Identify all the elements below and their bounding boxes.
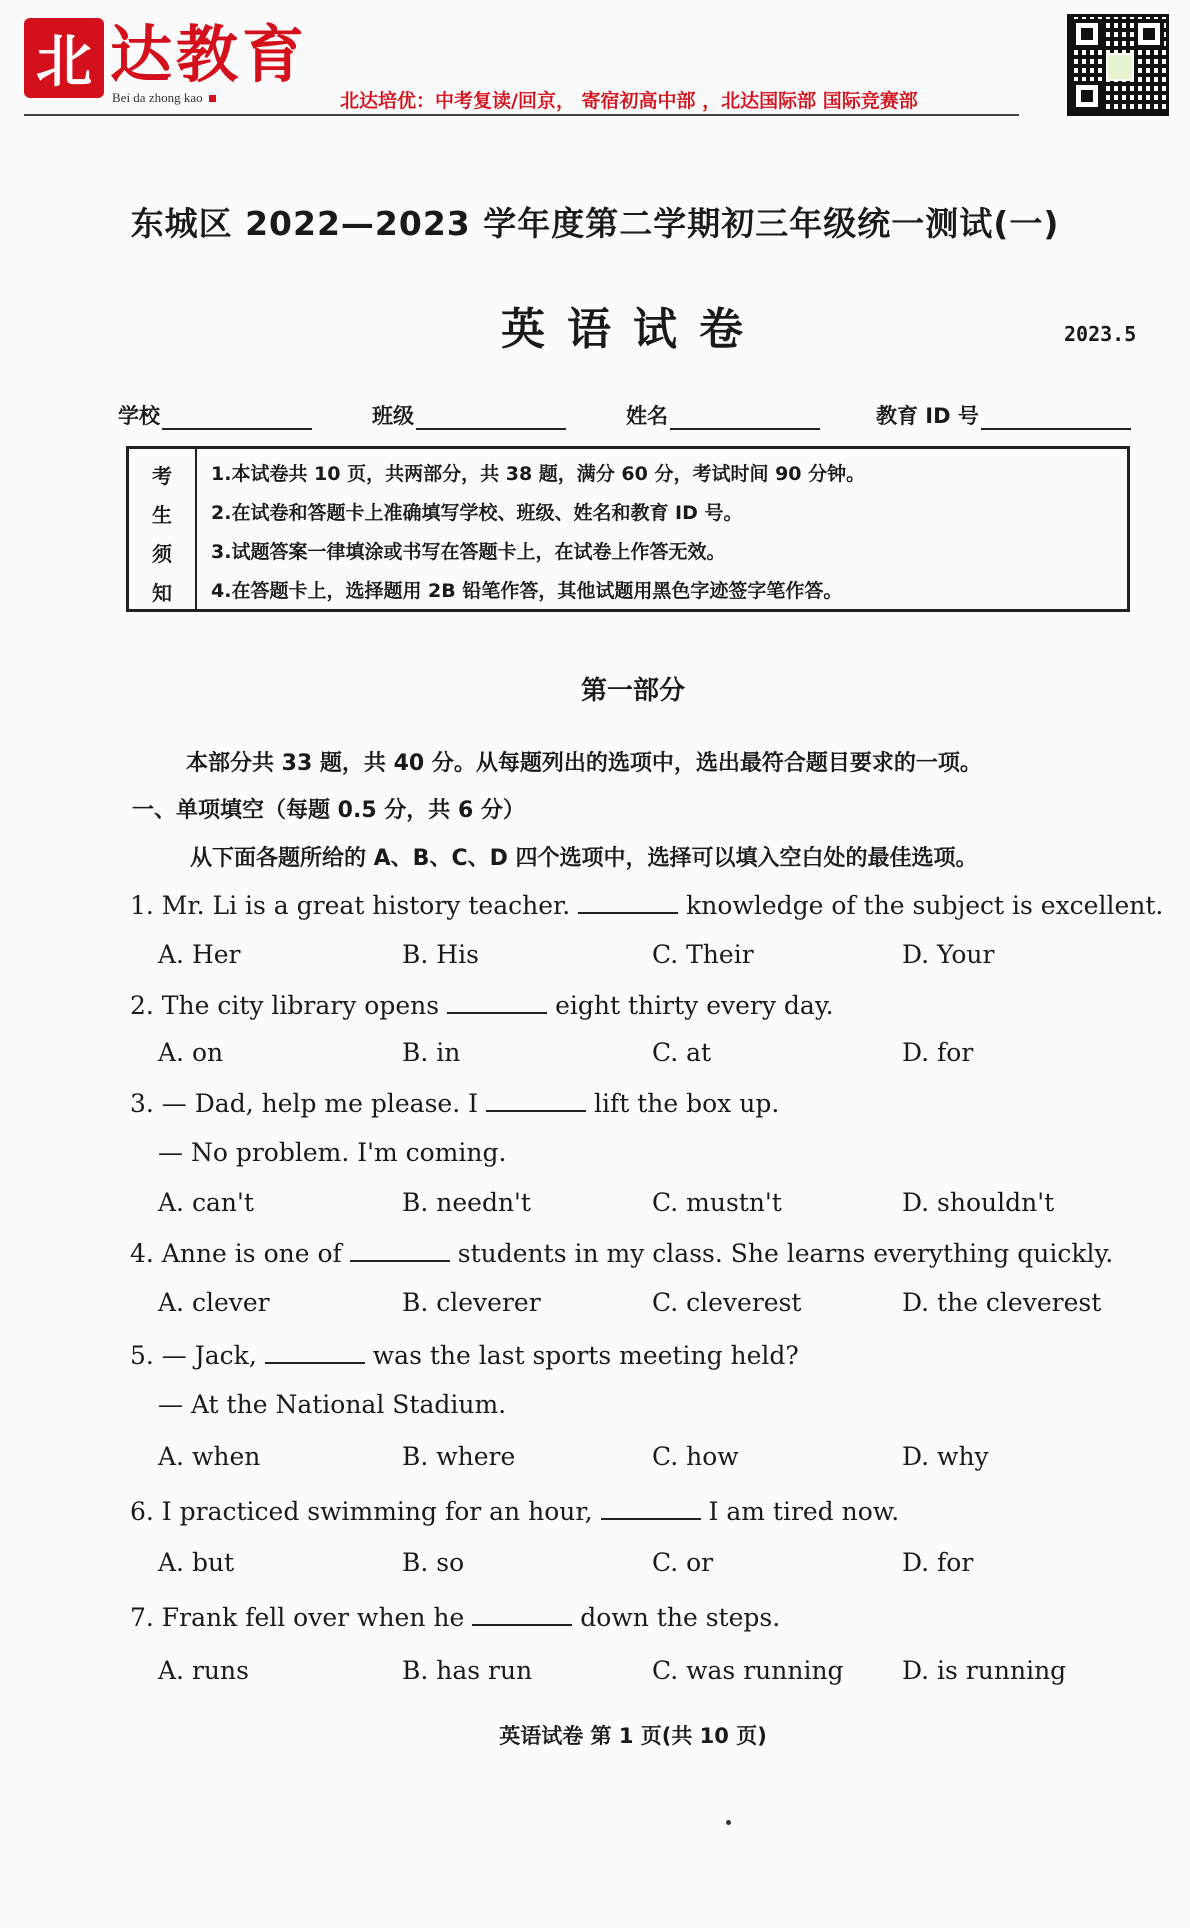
class-label: 班级: [372, 404, 414, 428]
option-a[interactable]: A. can't: [158, 1188, 254, 1217]
question-7: [130, 1602, 780, 1632]
school-label: 学校: [118, 404, 160, 428]
section-title: 一、单项填空（每题 0.5 分，共 6 分）: [132, 798, 525, 823]
question-text: 6. I practiced swimming for an hour,: [130, 1497, 593, 1526]
question-4-options: [158, 1288, 1108, 1322]
logo-square-icon: [209, 95, 216, 102]
option-d[interactable]: D. Your: [902, 940, 995, 969]
option-a[interactable]: A. when: [158, 1442, 261, 1471]
question-5-options: [158, 1442, 1108, 1476]
logo-subtitle-text: Bei da zhong kao: [112, 90, 203, 105]
logo-char: 北: [36, 30, 92, 95]
option-d[interactable]: D. is running: [902, 1656, 1067, 1685]
qr-finder-icon: [1072, 81, 1102, 111]
answer-blank[interactable]: [486, 1088, 586, 1112]
school-line[interactable]: [162, 402, 312, 430]
question-6: [130, 1496, 899, 1526]
option-a[interactable]: A. clever: [158, 1288, 270, 1317]
option-a[interactable]: A. Her: [158, 940, 241, 969]
option-c[interactable]: C. or: [652, 1548, 714, 1577]
logo-subtitle: [112, 90, 216, 106]
answer-blank[interactable]: [578, 890, 678, 914]
option-d[interactable]: D. for: [902, 1038, 974, 1067]
option-c[interactable]: C. at: [652, 1038, 712, 1067]
question-text: lift the box up.: [593, 1089, 780, 1118]
header-banner: 北达培优：中考复读/回京， 寄宿初高中部 ，北达国际部 国际竞赛部: [340, 90, 918, 112]
option-c[interactable]: C. cleverest: [652, 1288, 802, 1317]
question-text: I am tired now.: [708, 1497, 900, 1526]
qr-code-icon: [1067, 14, 1169, 116]
logo-icon: [24, 18, 104, 98]
answer-blank[interactable]: [447, 990, 547, 1014]
page-footer: 英语试卷 第 1 页(共 10 页): [499, 1724, 767, 1748]
notice-label: [129, 449, 197, 609]
notice-label-char: 生: [152, 503, 172, 527]
question-1: [130, 890, 1163, 920]
option-c[interactable]: C. how: [652, 1442, 739, 1471]
option-b[interactable]: B. where: [402, 1442, 516, 1471]
qr-finder-icon: [1072, 19, 1102, 49]
option-b[interactable]: B. needn't: [402, 1188, 531, 1217]
answer-blank[interactable]: [601, 1496, 701, 1520]
class-field[interactable]: [372, 400, 566, 430]
option-a[interactable]: A. on: [158, 1038, 224, 1067]
option-c[interactable]: C. mustn't: [652, 1188, 782, 1217]
question-text: was the last sports meeting held?: [372, 1341, 799, 1370]
notice-item: 2.在试卷和答题卡上准确填写学校、班级、姓名和教育 ID 号。: [211, 502, 743, 524]
logo-text: 达教育: [110, 18, 309, 91]
school-field[interactable]: [118, 400, 312, 430]
exam-date: 2023.5: [1064, 322, 1137, 346]
answer-blank[interactable]: [350, 1238, 450, 1262]
notice-item: 3.试题答案一律填涂或书写在答题卡上，在试卷上作答无效。: [211, 541, 726, 563]
option-b[interactable]: B. cleverer: [402, 1288, 541, 1317]
answer-blank[interactable]: [472, 1602, 572, 1626]
question-3-reply: — No problem. I'm coming.: [158, 1138, 507, 1167]
edu-id-line[interactable]: [981, 402, 1131, 430]
exam-title: 东城区 2022—2023 学年度第二学期初三年级统一测试(一): [130, 204, 1060, 243]
question-3-options: [158, 1188, 1108, 1222]
question-text: 5. — Jack,: [130, 1341, 257, 1370]
question-3: [130, 1088, 779, 1118]
question-text: students in my class. She learns everything quickly.: [457, 1239, 1114, 1268]
question-text: 7. Frank fell over when he: [130, 1603, 465, 1632]
question-2-options: [158, 1038, 1108, 1072]
option-b[interactable]: B. in: [402, 1038, 461, 1067]
option-a[interactable]: A. but: [158, 1548, 235, 1577]
option-d[interactable]: D. for: [902, 1548, 974, 1577]
scan-dot: [726, 1820, 731, 1825]
header-divider: [24, 114, 1019, 116]
notice-list: [211, 455, 1111, 611]
question-text: down the steps.: [580, 1603, 781, 1632]
question-text: 3. — Dad, help me please. I: [130, 1089, 478, 1118]
question-5-reply: — At the National Stadium.: [158, 1390, 507, 1419]
option-b[interactable]: B. so: [402, 1548, 465, 1577]
question-5: [130, 1340, 799, 1370]
option-c[interactable]: C. Their: [652, 940, 754, 969]
option-c[interactable]: C. was running: [652, 1656, 844, 1685]
subject-title: 英语试卷: [501, 304, 765, 355]
option-d[interactable]: D. the cleverest: [902, 1288, 1102, 1317]
part-description: 本部分共 33 题，共 40 分。从每题列出的选项中，选出最符合题目要求的一项。: [186, 751, 982, 776]
option-b[interactable]: B. His: [402, 940, 479, 969]
qr-center-logo-icon: [1106, 53, 1134, 81]
info-fields: [118, 400, 1136, 434]
name-line[interactable]: [670, 402, 820, 430]
question-6-options: [158, 1548, 1108, 1582]
question-4: [130, 1238, 1113, 1268]
question-text: 1. Mr. Li is a great history teacher.: [130, 891, 571, 920]
notice-label-char: 知: [152, 581, 172, 605]
question-text: knowledge of the subject is excellent.: [686, 891, 1164, 920]
edu-id-field[interactable]: [876, 400, 1131, 430]
option-a[interactable]: A. runs: [158, 1656, 249, 1685]
option-d[interactable]: D. shouldn't: [902, 1188, 1055, 1217]
question-text: eight thirty every day.: [555, 991, 834, 1020]
name-field[interactable]: [626, 400, 820, 430]
option-d[interactable]: D. why: [902, 1442, 989, 1471]
question-text: 2. The city library opens: [130, 991, 440, 1020]
edu-id-label: 教育 ID 号: [876, 404, 979, 428]
notice-label-char: 须: [152, 542, 172, 566]
part-title: 第一部分: [580, 676, 685, 706]
question-1-options: [158, 940, 1108, 974]
notice-item: 4.在答题卡上，选择题用 2B 铅笔作答，其他试题用黑色字迹签字笔作答。: [211, 580, 843, 602]
class-line[interactable]: [416, 402, 566, 430]
answer-blank[interactable]: [265, 1340, 365, 1364]
notice-label-char: 考: [152, 464, 172, 488]
question-2: [130, 990, 834, 1020]
option-b[interactable]: B. has run: [402, 1656, 533, 1685]
notice-box: [126, 446, 1130, 612]
question-text: 4. Anne is one of: [130, 1239, 342, 1268]
qr-finder-icon: [1134, 19, 1164, 49]
notice-item: 1.本试卷共 10 页，共两部分，共 38 题，满分 60 分，考试时间 90 分钟。: [211, 463, 866, 485]
section-instruction: 从下面各题所给的 A、B、C、D 四个选项中，选择可以填入空白处的最佳选项。: [190, 846, 978, 871]
name-label: 姓名: [626, 404, 668, 428]
question-7-options: [158, 1656, 1108, 1690]
